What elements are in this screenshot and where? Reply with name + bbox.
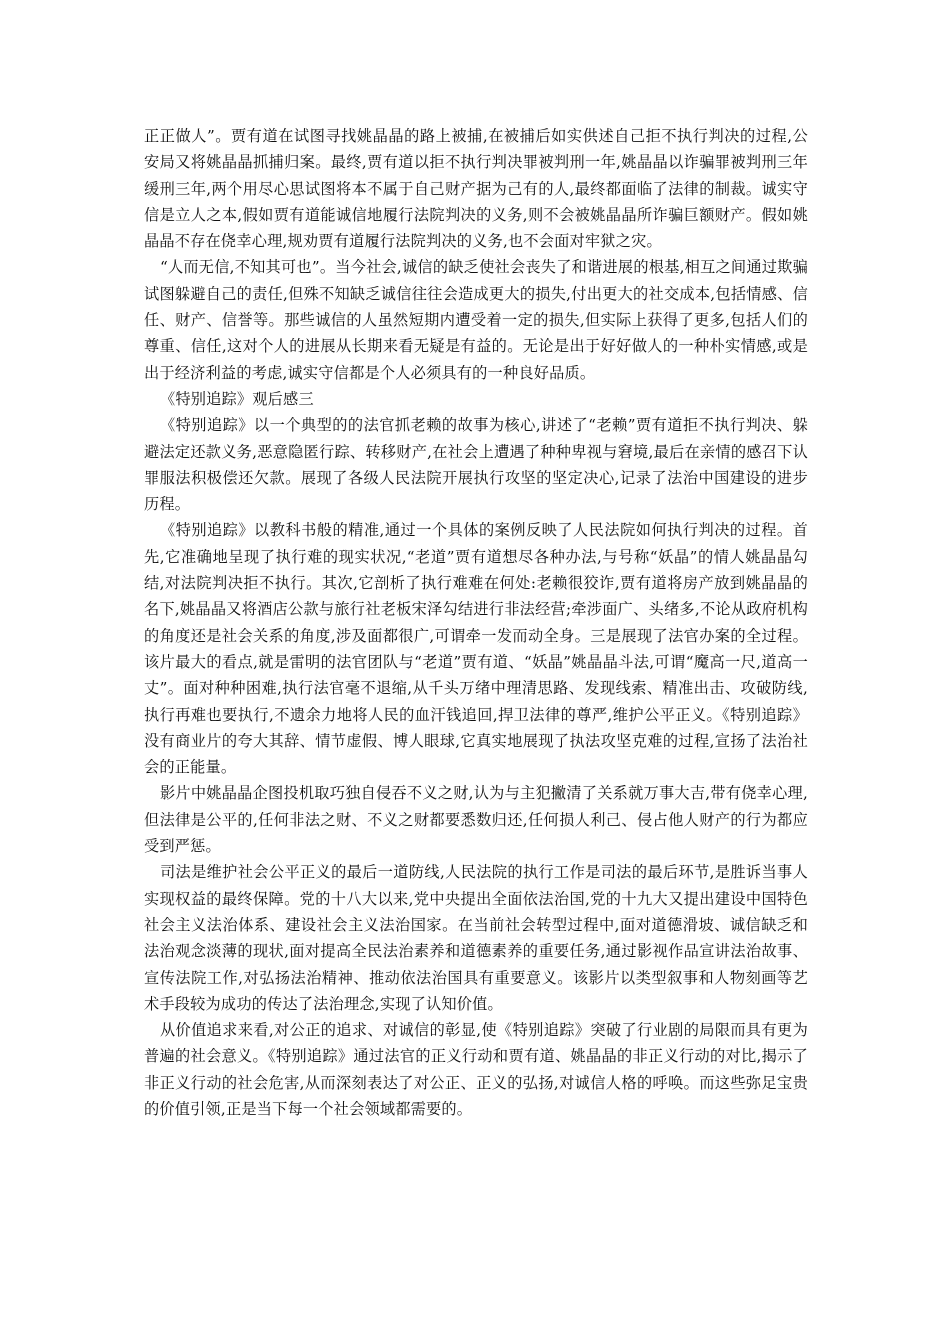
section-title: 《特别追踪》观后感三 — [159, 389, 314, 408]
paragraph-value: 从价值追求来看,对公正的追求、对诚信的彰显,使《特别追踪》突破了行业剧的局限而具有更为普遍的社会意义。《特别追踪》通过法官的正义行动和贾有道、姚晶晶的非正义行动的对比,揭示了非正义行动的社会危害,从而深刻表达了对公正、正义的弘扬,对诚信人格的呼唤。而这些弥足宝贵的价值引领,正是当下每一个社会领域都需要的。 — [144, 1021, 808, 1118]
document-body — [144, 123, 808, 1122]
paragraph-justice: 司法是维护社会公平正义的最后一道防线,人民法院的执行工作是司法的最后环节,是胜诉当事人实现权益的最终保障。党的十八大以来,党中央提出全面依法治国,党的十九大又提出建设中国特色社会主义法治体系、建设社会主义法治国家。在当前社会转型过程中,面对道德滑坡、诚信缺乏和法治观念淡薄的现状,面对提高全民法治素养和道德素养的重要任务,通过影视作品宣讲法治故事、宣传法院工作,对弘扬法治精神、推动依法治国具有重要意义。该影片以类型叙事和人物刻画等艺术手段较为成功的传达了法治理念,实现了认知价值。 — [144, 863, 808, 1013]
paragraph-intro: 《特别追踪》以一个典型的的法官抓老赖的故事为核心,讲述了“老赖”贾有道拒不执行判决、躲避法定还款义务,恶意隐匿行踪、转移财产,在社会上遭遇了种种卑视与窘境,最后在亲情的感召下认罪服法积极偿还欠款。展现了各级人民法院开展执行攻坚的坚定决心,记录了法治中国建设的进步历程。 — [144, 416, 808, 514]
paragraph-integrity: “人而无信,不知其可也”。当今社会,诚信的缺乏使社会丧失了和谐进展的根基,相互之间通过欺骗试图躲避自己的责任,但殊不知缺乏诚信往往会造成更大的损失,付出更大的社交成本,包括情感、信任、财产、信誉等。那些诚信的人虽然短期内遭受着一定的损失,但实际上获得了更多,包括人们的尊重、信任,这对个人的进展从长期来看无疑是有益的。无论是出于好好做人的一种朴实情感,或是出于经济利益的考虑,诚实守信都是个人必须具有的一种良好品质。 — [144, 258, 808, 382]
paragraph-continuation: 正正做人”。贾有道在试图寻找姚晶晶的路上被捕,在被捕后如实供述自己拒不执行判决的过程,公安局又将姚晶晶抓捕归案。最终,贾有道以拒不执行判决罪被判刑一年,姚晶晶以诈骗罪被判刑三年缓刑三年,两个用尽心思试图将本不属于自己财产据为己有的人,最终都面临了法律的制裁。诚实守信是立人之本,假如贾有道能诚信地履行法院判决的义务,则不会被姚晶晶所诈骗巨额财产。假如姚晶晶不存在侥幸心理,规劝贾有道履行法院判决的义务,也不会面对牢狱之灾。 — [144, 127, 808, 251]
paragraph-analysis: 《特别追踪》以教科书般的精准,通过一个具体的案例反映了人民法院如何执行判决的过程。首先,它准确地呈现了执行难的现实状况,“老道”贾有道想尽各种办法,与号称“妖晶”的情人姚晶晶勾结,对法院判决拒不执行。其次,它剖析了执行难难在何处:老赖很狡诈,贾有道将房产放到姚晶晶的名下,姚晶晶又将酒店公款与旅行社老板宋泽勾结进行非法经营;牵涉面广、头绪多,不论从政府机构的角度还是社会关系的角度,涉及面都很广,可谓牵一发而动全身。三是展现了法官办案的全过程。该片最大的看点,就是雷明的法官团队与“老道”贾有道、“妖晶”姚晶晶斗法,可谓“魔高一尺,道高一丈”。面对种种困难,执行法官毫不退缩,从千头万绪中理清思路、发现线索、精准出击、攻破防线,执行再难也要执行,不遗余力地将人民的血汗钱追回,捍卫法律的尊严,维护公平正义。《特别追踪》没有商业片的夸大其辞、情节虚假、博人眼球,它真实地展现了执法攻坚克难的过程,宣扬了法治社会的正能量。 — [144, 521, 808, 777]
paragraph-yao: 影片中姚晶晶企图投机取巧独自侵吞不义之财,认为与主犯撇清了关系就万事大吉,带有侥幸心理,但法律是公平的,任何非法之财、不义之财都要悉数归还,任何损人利己、侵占他人财产的行为都应受到严惩。 — [144, 784, 808, 856]
